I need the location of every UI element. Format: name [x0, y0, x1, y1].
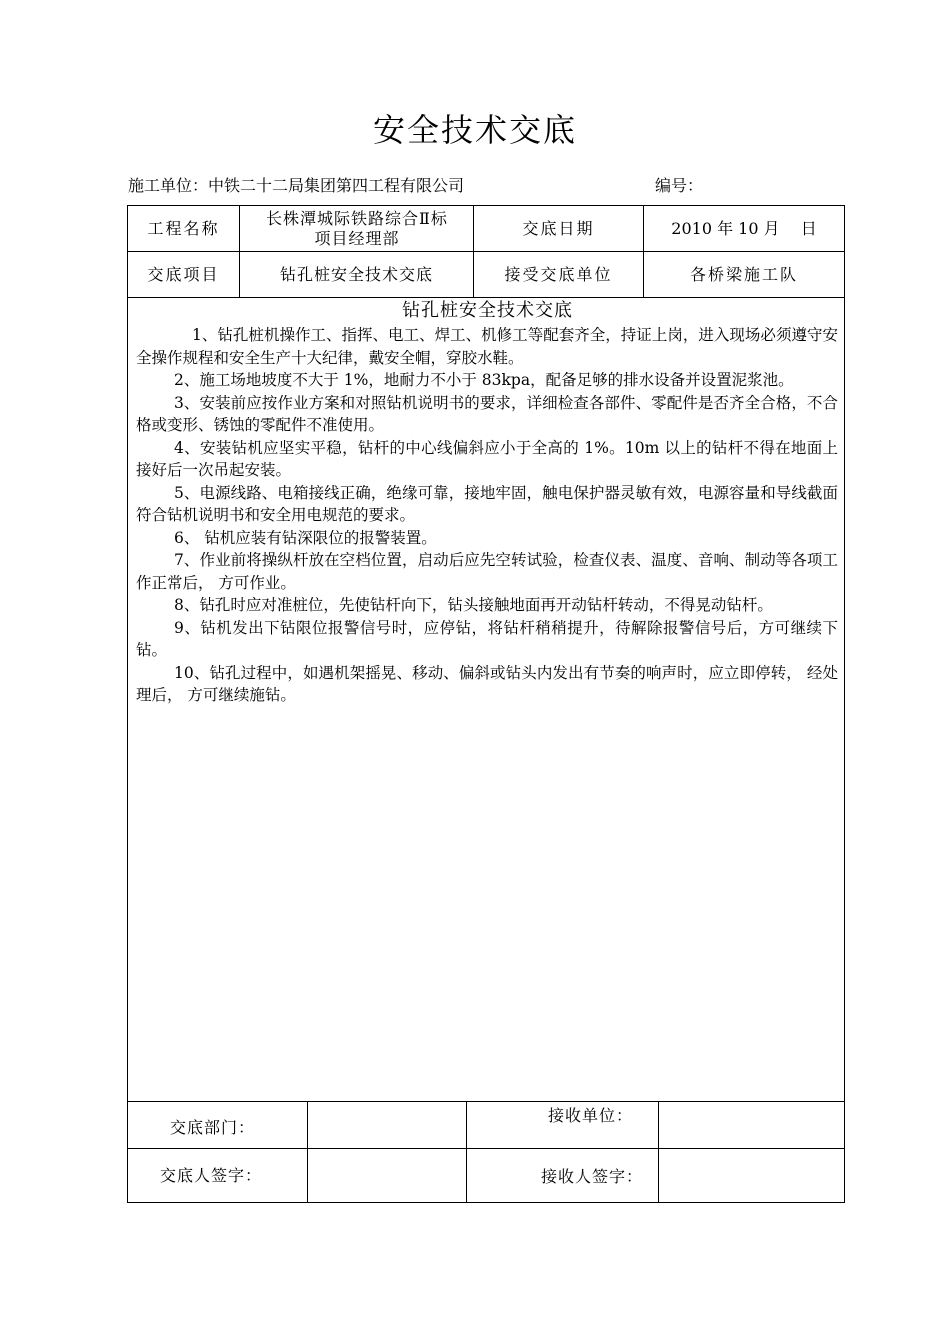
content-paragraph: 8、钻孔时应对准桩位，先使钻杆向下，钻头接触地面再开动钻杆转动，不得晃动钻杆。: [174, 596, 773, 614]
content-paragraph: 4、安装钻机应坚实平稳，钻杆的中心线偏斜应小于全高的 1%。10m 以上的钻杆不得在地面上接好后一次吊起安装。: [136, 438, 838, 479]
content-title: 钻孔桩安全技术交底: [402, 300, 573, 321]
sig-divider-1: [307, 1101, 308, 1203]
content-paragraph: 7、作业前将操纵杆放在空档位置，启动后应先空转试验，检查仪表、温度、音响、制动等各项工作正常后， 方可作业。: [136, 551, 838, 592]
disclosure-content: [136, 298, 838, 707]
content-paragraph: 6、 钻机应装有钻深限位的报警装置。: [174, 528, 437, 547]
receiver-signature-label: 接收人签字：: [541, 1167, 644, 1186]
document-title: 安全技术交底: [372, 111, 577, 149]
construction-unit: 施工单位：中铁二十二局集团第四工程有限公司: [128, 176, 465, 195]
project-name-value: 长株潭城际铁路综合Ⅱ标项目经理部: [266, 208, 448, 248]
disclosure-date-value: 2010 年 10 月 日: [671, 218, 817, 238]
content-bottom-border: [127, 1101, 845, 1102]
disclosure-date-label: 交底日期: [522, 218, 595, 238]
sig-divider-2: [466, 1101, 467, 1203]
content-paragraph: 5、电源线路、电箱接线正确，绝缘可靠，接地牢固，触电保护器灵敏有效，电源容量和导线截面符合钻机说明书和安全用电规范的要求。: [136, 483, 838, 524]
content-paragraph: 2、施工场地坡度不大于 1%，地耐力不小于 83kpa，配备足够的排水设备并设置泥浆池。: [174, 371, 794, 389]
content-paragraph: 3、安装前应按作业方案和对照钻机说明书的要求，详细检查各部件、零配件是否齐全合格，不合格或变形、锈蚀的零配件不准使用。: [136, 393, 838, 434]
disclosure-item-label: 交底项目: [147, 264, 220, 284]
receiving-unit-sig-label: 接收单位：: [548, 1106, 634, 1125]
sig-divider-3: [658, 1101, 659, 1203]
content-paragraph: 9、钻机发出下钻限位报警信号时，应停钻，将钻杆稍稍提升，待解除报警信号后，方可继续下钻。: [136, 618, 838, 659]
content-paragraph: 10、钻孔过程中，如遇机架摇晃、移动、偏斜或钻头内发出有节奏的响声时，应立即停转， 经处理后， 方可继续施钻。: [136, 663, 838, 704]
project-name-label: 工程名称: [147, 218, 220, 238]
disclosure-dept-label: 交底部门：: [170, 1118, 256, 1137]
content-paragraph: 1、钻孔桩机操作工、指挥、电工、焊工、机修工等配套齐全，持证上岗，进入现场必须遵守安全操作规程和安全生产十大纪律，戴安全帽，穿胶水鞋。: [136, 326, 838, 367]
disclosure-item-value: 钻孔桩安全技术交底: [279, 264, 433, 284]
discloser-signature-label: 交底人签字：: [160, 1166, 263, 1185]
serial-number-label: 编号：: [655, 176, 704, 195]
receiving-unit-value: 各桥梁施工队: [689, 264, 798, 284]
receiving-unit-label: 接受交底单位: [504, 264, 613, 284]
sig-row-divider: [127, 1148, 845, 1149]
